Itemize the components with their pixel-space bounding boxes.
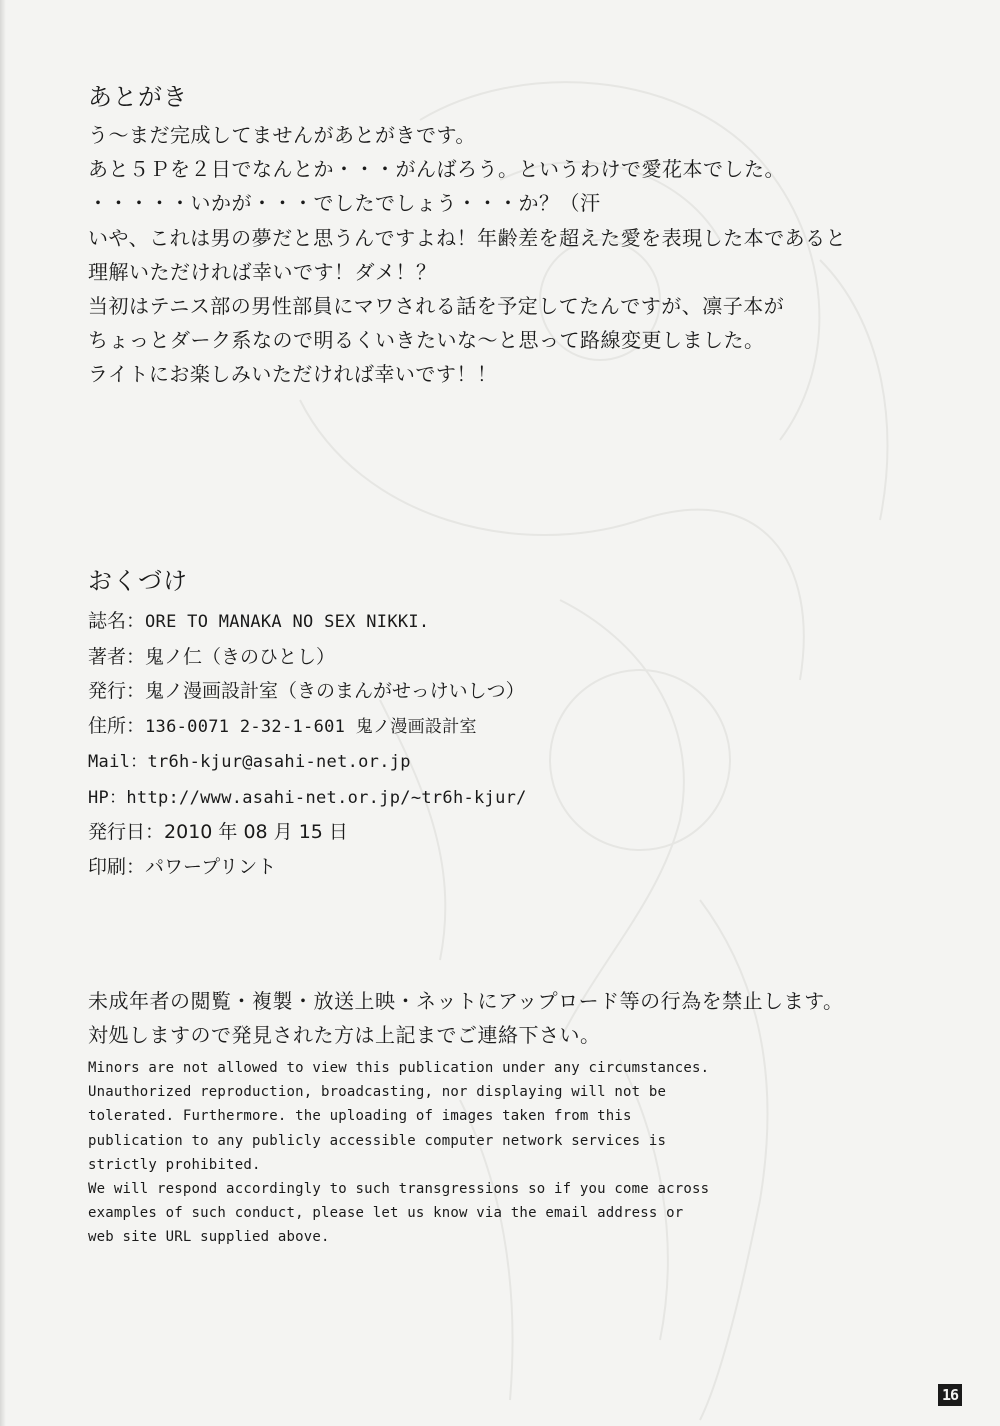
colophon-print-value: パワープリント bbox=[145, 855, 277, 878]
afterword-line: 当初はテニス部の男性部員にマワされる話を予定してたんですが、凛子本が bbox=[88, 294, 785, 319]
afterword-heading: あとがき bbox=[88, 83, 188, 111]
notice-en-line: publication to any publicly accessible computer network services is bbox=[88, 1132, 667, 1149]
colophon-heading: おくづけ bbox=[88, 567, 188, 595]
notice-en-line: We will respond accordingly to such transgressions so if you come across bbox=[88, 1181, 710, 1198]
colophon-publisher-value: 鬼ノ漫画設計室（きのまんがせっけいしつ） bbox=[145, 680, 525, 702]
page-number: 16 bbox=[938, 1384, 962, 1406]
afterword-line: ・・・・・いかが・・・でしたでしょう・・・か？（汗 bbox=[88, 191, 601, 216]
colophon-date-row bbox=[88, 815, 527, 850]
colophon-author-row bbox=[88, 640, 527, 675]
colophon-address-label: 住所： bbox=[88, 714, 146, 737]
colophon-title-label: 誌名： bbox=[88, 610, 146, 632]
afterword-section bbox=[88, 82, 188, 112]
notice-jp-line: 対処しますので発見された方は上記までご連絡下さい。 bbox=[88, 1023, 601, 1048]
colophon-date-value: 2010 年 08 月 15 日 bbox=[164, 821, 348, 843]
colophon-author-value: 鬼ノ仁（きのひとし） bbox=[145, 645, 336, 668]
colophon-print-label: 印刷： bbox=[88, 855, 146, 878]
colophon-title-row bbox=[88, 604, 527, 640]
afterword-line: ちょっとダーク系なので明るくいきたいな～と思って路線変更しました。 bbox=[88, 328, 765, 353]
colophon-hp-value: http://www.asahi-net.or.jp/~tr6h-kjur/ bbox=[126, 787, 527, 808]
colophon-body bbox=[88, 604, 527, 884]
scan-edge-shadow bbox=[0, 0, 6, 1426]
notice-en-line: web site URL supplied above. bbox=[88, 1229, 330, 1246]
afterword-line: いや、これは男の夢だと思うんですよね！年齢差を超えた愛を表現した本であると bbox=[88, 225, 847, 250]
notice-en-line: strictly prohibited. bbox=[88, 1156, 261, 1173]
notice-en-line: Minors are not allowed to view this publication under any circumstances. bbox=[88, 1060, 710, 1076]
colophon-date-label: 発行日： bbox=[88, 821, 165, 843]
colophon-mail-row bbox=[88, 744, 527, 780]
colophon-hp-label: HP： bbox=[88, 787, 127, 808]
notice-english bbox=[88, 1056, 709, 1250]
colophon-author-label: 著者： bbox=[88, 645, 146, 668]
colophon-mail-label: Mail： bbox=[88, 752, 148, 772]
notice-en-line: examples of such conduct, please let us know via the email address or bbox=[88, 1205, 684, 1222]
colophon-print-row bbox=[88, 850, 527, 885]
afterword-line: ライトにお楽しみいただければ幸いです！！ bbox=[88, 362, 498, 387]
notice-en-line: Unauthorized reproduction, broadcasting, nor displaying will not be bbox=[88, 1084, 667, 1101]
colophon-address-row bbox=[88, 709, 527, 745]
colophon-address-value: 136-0071 2-32-1-601 鬼ノ漫画設計室 bbox=[145, 716, 477, 737]
colophon-mail-value: tr6h-kjur@asahi-net.or.jp bbox=[147, 752, 411, 772]
colophon-title-value: ORE TO MANAKA NO SEX NIKKI. bbox=[145, 612, 430, 632]
afterword-body bbox=[88, 118, 846, 392]
notice-jp-line: 未成年者の閲覧・複製・放送上映・ネットにアップロード等の行為を禁止します。 bbox=[88, 989, 844, 1013]
colophon-publisher-label: 発行： bbox=[88, 680, 146, 702]
notice-en-line: tolerated. Furthermore. the uploading of images taken from this bbox=[88, 1108, 632, 1125]
notice-japanese bbox=[88, 984, 844, 1052]
afterword-line: 理解いただければ幸いです！ダメ！？ bbox=[88, 259, 437, 284]
colophon-hp-row bbox=[88, 780, 527, 816]
afterword-line: あと５Ｐを２日でなんとか・・・がんばろう。というわけで愛花本でした。 bbox=[88, 157, 785, 182]
afterword-line: う～まだ完成してませんがあとがきです。 bbox=[88, 123, 476, 147]
colophon-publisher-row bbox=[88, 674, 527, 709]
colophon-section bbox=[88, 566, 188, 596]
